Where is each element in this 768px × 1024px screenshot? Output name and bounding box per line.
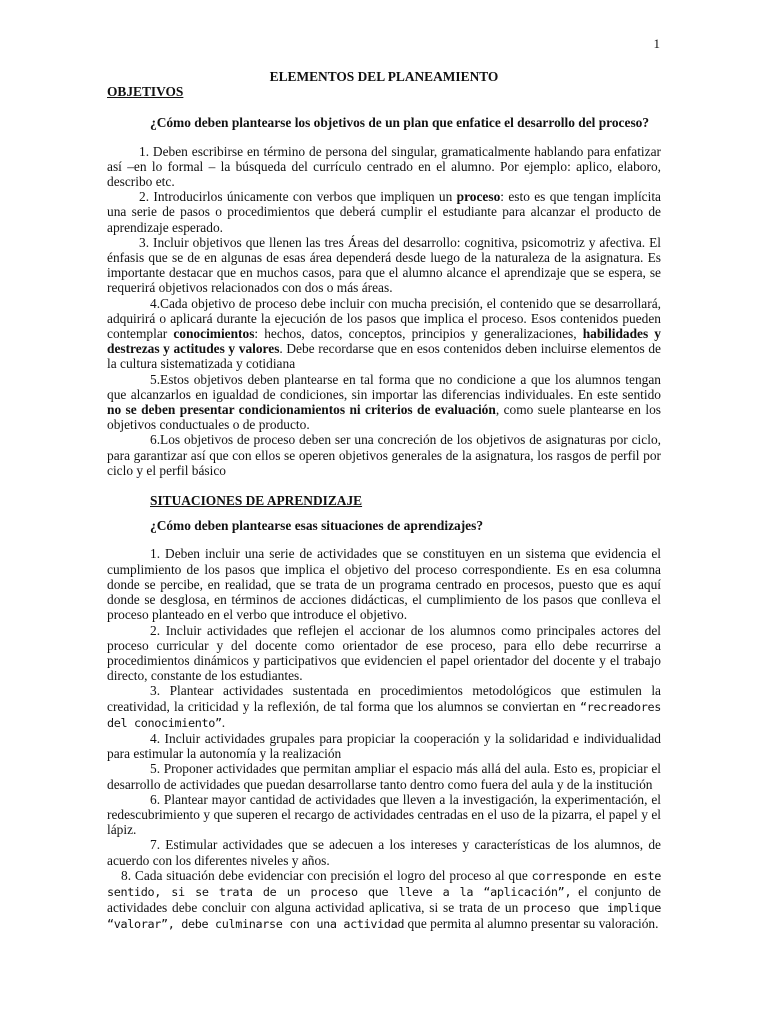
objetivos-item-1: 1. Deben escribirse en término de persona del singular, gramaticalmente hablando para enfatizar así –en lo formal – la búsqueda del currículo centrado en el alumno. Por ejemplo: aplico, elaboro, describo etc. bbox=[107, 143, 661, 190]
document-body bbox=[107, 69, 661, 933]
situaciones-item-4: 4. Incluir actividades grupales para propiciar la cooperación y la solidaridad e individualidad para estimular la autonomía y la realización bbox=[107, 730, 661, 762]
situaciones-item-1: 1. Deben incluir una serie de actividades que se constituyen en un sistema que evidencia el cumplimiento de los pasos que implica el objetivo del proceso correspondiente. Es en esa columna donde se percibe, en realidad, que se trata de un programa centrado en procesos, puesto que es aquí donde se desglosa, en términos de acciones didácticas, el cumplimiento de los pasos que conlleva el proceso planteado en el verbo que introduce el objetivo. bbox=[107, 546, 661, 623]
situaciones-item-3: 3. Plantear actividades sustentada en procedimientos metodológicos que estimulen la creatividad, la criticidad y la reflexión, de tal forma que los alumnos se conviertan en “recreadores del conocimiento”. bbox=[107, 683, 661, 730]
situaciones-item-5: 5. Proponer actividades que permitan ampliar el espacio más allá del aula. Esto es, propiciar el desarrollo de actividades que puedan desarrollarse tanto dentro como fuera del aula y de la institución bbox=[107, 761, 661, 792]
document-title: ELEMENTOS DEL PLANEAMIENTO bbox=[269, 69, 499, 84]
situaciones-item-6: 6. Plantear mayor cantidad de actividades que lleven a la investigación, la experimentación, el redescubrimiento y que superen el recargo de actividades centradas en el uso de la pizarra, el papel y el lápiz. bbox=[107, 791, 661, 838]
objetivos-item-4: 4.Cada objetivo de proceso debe incluir con mucha precisión, el contenido que se desarrollará, adquirirá o aplicará durante la ejecución de los pasos que implica el proceso. Esos contenidos pueden contemplar conocimientos: hechos, datos, conceptos, principios y generalizaciones, habilidades y destrezas y actitudes y valores. Debe recordarse que en esos contenidos deben incluirse elementos de la cultura sistematizada y cotidiana bbox=[107, 295, 661, 372]
question-objetivos: ¿Cómo deben plantearse los objetivos de un plan que enfatice el desarrollo del proceso? bbox=[150, 115, 650, 131]
objetivos-item-2: 2. Introducirlos únicamente con verbos que impliquen un proceso: esto es que tengan implícita una serie de pasos o procedimientos que deberá cumplir el estudiante para alcanzar el producto de aprendizaje esperado. bbox=[107, 189, 662, 235]
section-heading-situaciones: SITUACIONES DE APRENDIZAJE bbox=[150, 493, 363, 509]
page-number: 1 bbox=[653, 36, 660, 51]
situaciones-item-7: 7. Estimular actividades que se adecuen a los intereses y características de los alumnos, de acuerdo con los diferentes niveles y años. bbox=[107, 837, 661, 868]
objetivos-item-5: 5.Estos objetivos deben plantearse en tal forma que no condicione a que los alumnos tengan que alcanzarlos en igualdad de condiciones, sin importar las diferencias individuales. En este sentido no se deben presentar condicionamientos ni criterios de evaluación, como suele plantearse en los objetivos conductuales o de producto. bbox=[107, 371, 661, 433]
objetivos-item-6: 6.Los objetivos de proceso deben ser una concreción de los objetivos de asignaturas por ciclo, para garantizar así que con ellos se operen objetivos generales de la asignatura, los rasgos de perfil por ciclo y el perfil básico bbox=[107, 432, 661, 478]
question-situaciones: ¿Cómo deben plantearse esas situaciones de aprendizajes? bbox=[150, 518, 484, 534]
section-spacer bbox=[107, 478, 661, 493]
situaciones-item-8: 8. Cada situación debe evidenciar con precisión el logro del proceso al que corresponde en este sentido, si se trata de un proceso que lleve a la “aplicación”, el conjunto de actividades debe concluir con alguna actividad aplicativa, si se trata de un proceso que implique “valorar”, debe culminarse con una actividad que permita al alumno presentar su valoración. bbox=[107, 867, 662, 932]
situaciones-item-2: 2. Incluir actividades que reflejen el accionar de los alumnos como principales actores del proceso curricular y del docente como orientador de ese proceso, para ello debe recurrirse a procedimientos dinámicos y participativos que evidencien el papel orientador del docente y el trabajo directo, constante de los estudiantes. bbox=[107, 622, 661, 684]
section-heading-objetivos: OBJETIVOS bbox=[107, 84, 184, 100]
objetivos-item-3: 3. Incluir objetivos que llenen las tres Áreas del desarrollo: cognitiva, psicomotriz y afectiva. El énfasis que se de en algunas de esas área dependerá desde luego de la naturaleza de la asignatura. Es importante destacar que en muchos casos, para que el alumno alcance el aprendizaje que se espera, se requerirá objetivos relacionados con dos o más áreas. bbox=[107, 234, 661, 296]
